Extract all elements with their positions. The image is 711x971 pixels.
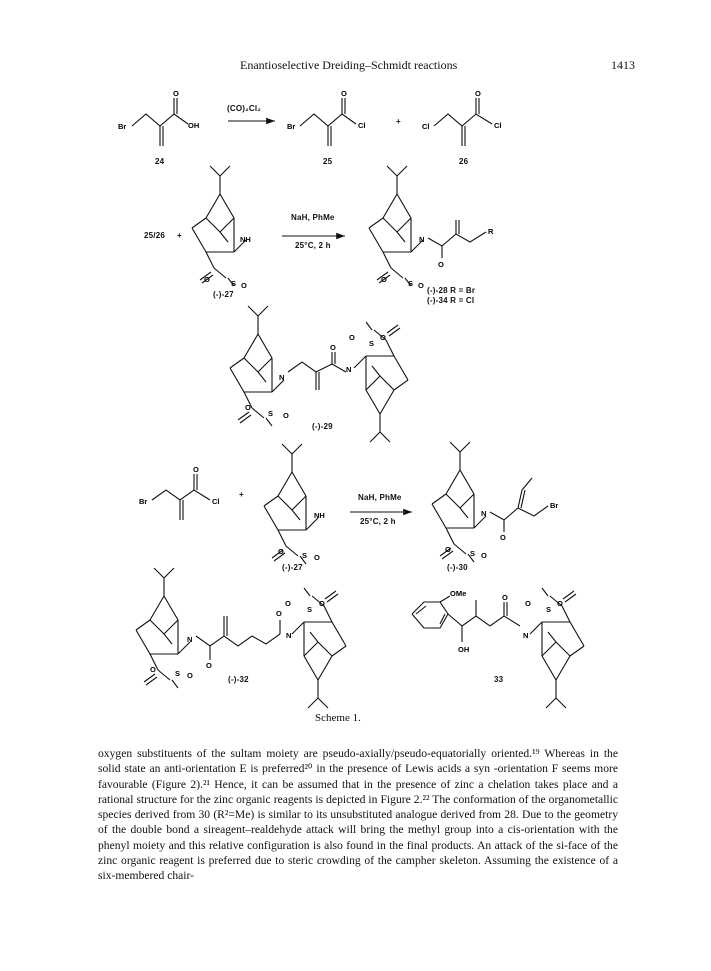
svg-text:S: S: [307, 605, 313, 614]
molecule-bromide: [139, 465, 220, 520]
sultam-30: [432, 442, 486, 562]
label-28: (-)-28 R = Br: [427, 286, 476, 295]
linker-32: [196, 634, 280, 646]
sultam-28: [369, 166, 423, 286]
sultam-27b: [264, 444, 318, 564]
body-paragraph: [98, 746, 618, 884]
svg-text:O: O: [245, 403, 251, 412]
svg-text:N: N: [346, 365, 352, 374]
svg-text:Cl: Cl: [212, 497, 220, 506]
label-25: 25: [323, 157, 333, 166]
label-32: (-)-32: [228, 675, 249, 684]
svg-text:S: S: [369, 339, 375, 348]
scheme-caption: Scheme 1.: [315, 712, 361, 724]
molecule-24: [118, 89, 199, 146]
svg-text:N: N: [419, 235, 425, 244]
page-number: 1413: [611, 58, 635, 72]
svg-text:S: S: [546, 605, 552, 614]
svg-text:N: N: [187, 635, 193, 644]
running-title: Enantioselective Dreiding–Schmidt reactions: [240, 58, 458, 72]
svg-text:O: O: [193, 465, 199, 474]
svg-text:O: O: [278, 547, 284, 556]
svg-text:O: O: [525, 599, 531, 608]
svg-text:O: O: [330, 343, 336, 352]
label-24: 24: [155, 157, 165, 166]
svg-text:Cl: Cl: [358, 121, 366, 130]
label-30: (-)-30: [447, 563, 468, 572]
svg-text:O: O: [349, 333, 355, 342]
svg-text:O: O: [445, 545, 451, 554]
acyl-chain-30: [490, 506, 548, 520]
svg-text:O: O: [502, 593, 508, 602]
svg-text:O: O: [204, 275, 210, 284]
svg-text:OH: OH: [458, 645, 470, 654]
svg-text:Cl: Cl: [494, 121, 502, 130]
reagent-nah-2: NaH, PhMe: [358, 493, 402, 502]
svg-text:Cl: Cl: [422, 122, 430, 131]
conditions-2: 25°C, 2 h: [360, 517, 396, 526]
label-27b: (-)-27: [282, 563, 303, 572]
svg-text:O: O: [187, 671, 193, 680]
label-34: (-)-34 R = Cl: [427, 296, 475, 305]
sultam-29-left: [230, 306, 284, 426]
svg-text:O: O: [418, 281, 424, 290]
svg-text:NH: NH: [240, 235, 251, 244]
svg-text:O: O: [438, 260, 444, 269]
plus-sign-3: +: [239, 490, 244, 499]
svg-text:R: R: [488, 227, 494, 236]
svg-text:O: O: [475, 89, 481, 98]
svg-text:Br: Br: [139, 497, 148, 506]
svg-text:S: S: [302, 551, 308, 560]
molecule-25: [287, 89, 366, 146]
svg-text:Br: Br: [550, 501, 559, 510]
molecule-26: [422, 89, 502, 146]
svg-text:O: O: [314, 553, 320, 562]
svg-text:S: S: [231, 279, 237, 288]
svg-text:N: N: [286, 631, 292, 640]
svg-text:Br: Br: [118, 122, 127, 131]
svg-text:O: O: [283, 411, 289, 420]
svg-text:Br: Br: [287, 122, 296, 131]
label-27a: (-)-27: [213, 290, 234, 299]
acyl-chain-28: [428, 232, 486, 246]
svg-text:O: O: [557, 599, 563, 608]
conditions-1: 25°C, 2 h: [295, 241, 331, 250]
svg-text:O: O: [150, 665, 156, 674]
svg-text:N: N: [523, 631, 529, 640]
svg-text:OH: OH: [188, 121, 200, 130]
svg-text:O: O: [241, 281, 247, 290]
paragraph-text: oxygen substituents of the sultam moiety are pseudo-axially/pseudo-equatorially oriented.¹⁹ Whereas in the solid state an anti-orientation E is preferred²⁰ in the presence of Lewis acids a syn -orientation F seems more favourable (Figure 2).²¹ Hence, it can be assumed that in the presence of zinc a chelation takes place and a rational structure for the zinc organic reagents is depicted in Figure 2.²² The conformation of the organometallic species derived from 30 (R²=Me) is similar to its unsubstituted analogue derived from 28. Due to the geometry of the double bond a sireagent–realdehyde attack will bring the methyl group into a cis-orientation with the phenyl moiety and this relative configuration is also found in the final products. An attack of the si-face of the zinc organic reagent is preferred due to steric crowding of the campher skeleton. Assuming the existence of a six-membered chair-: [98, 747, 618, 883]
sultam-27a: [192, 166, 246, 286]
label-26: 26: [459, 157, 469, 166]
svg-text:S: S: [408, 279, 414, 288]
svg-text:N: N: [279, 373, 285, 382]
svg-text:O: O: [481, 551, 487, 560]
svg-text:O: O: [381, 275, 387, 284]
svg-text:O: O: [341, 89, 347, 98]
molecule-33: [412, 589, 520, 654]
svg-text:NH: NH: [314, 511, 325, 520]
linker-29: [288, 362, 346, 372]
svg-text:O: O: [285, 599, 291, 608]
svg-text:O: O: [380, 333, 386, 342]
svg-text:OMe: OMe: [450, 589, 467, 598]
label-33: 33: [494, 675, 504, 684]
plus-sign-1: +: [396, 117, 401, 126]
svg-text:S: S: [268, 409, 274, 418]
plus-sign-2: +: [177, 231, 182, 240]
svg-text:N: N: [481, 509, 487, 518]
reagent-oxalyl: (CO)₂Cl₂: [227, 104, 262, 113]
label-29: (-)-29: [312, 422, 333, 431]
svg-text:S: S: [175, 669, 181, 678]
svg-text:O: O: [500, 533, 506, 542]
svg-text:O: O: [319, 599, 325, 608]
svg-text:O: O: [276, 609, 282, 618]
svg-text:O: O: [173, 89, 179, 98]
sultam-32-left: [136, 568, 193, 688]
svg-text:S: S: [470, 549, 476, 558]
reagent-nah-1: NaH, PhMe: [291, 213, 335, 222]
label-25-26: 25/26: [144, 231, 166, 240]
svg-text:O: O: [206, 661, 212, 670]
